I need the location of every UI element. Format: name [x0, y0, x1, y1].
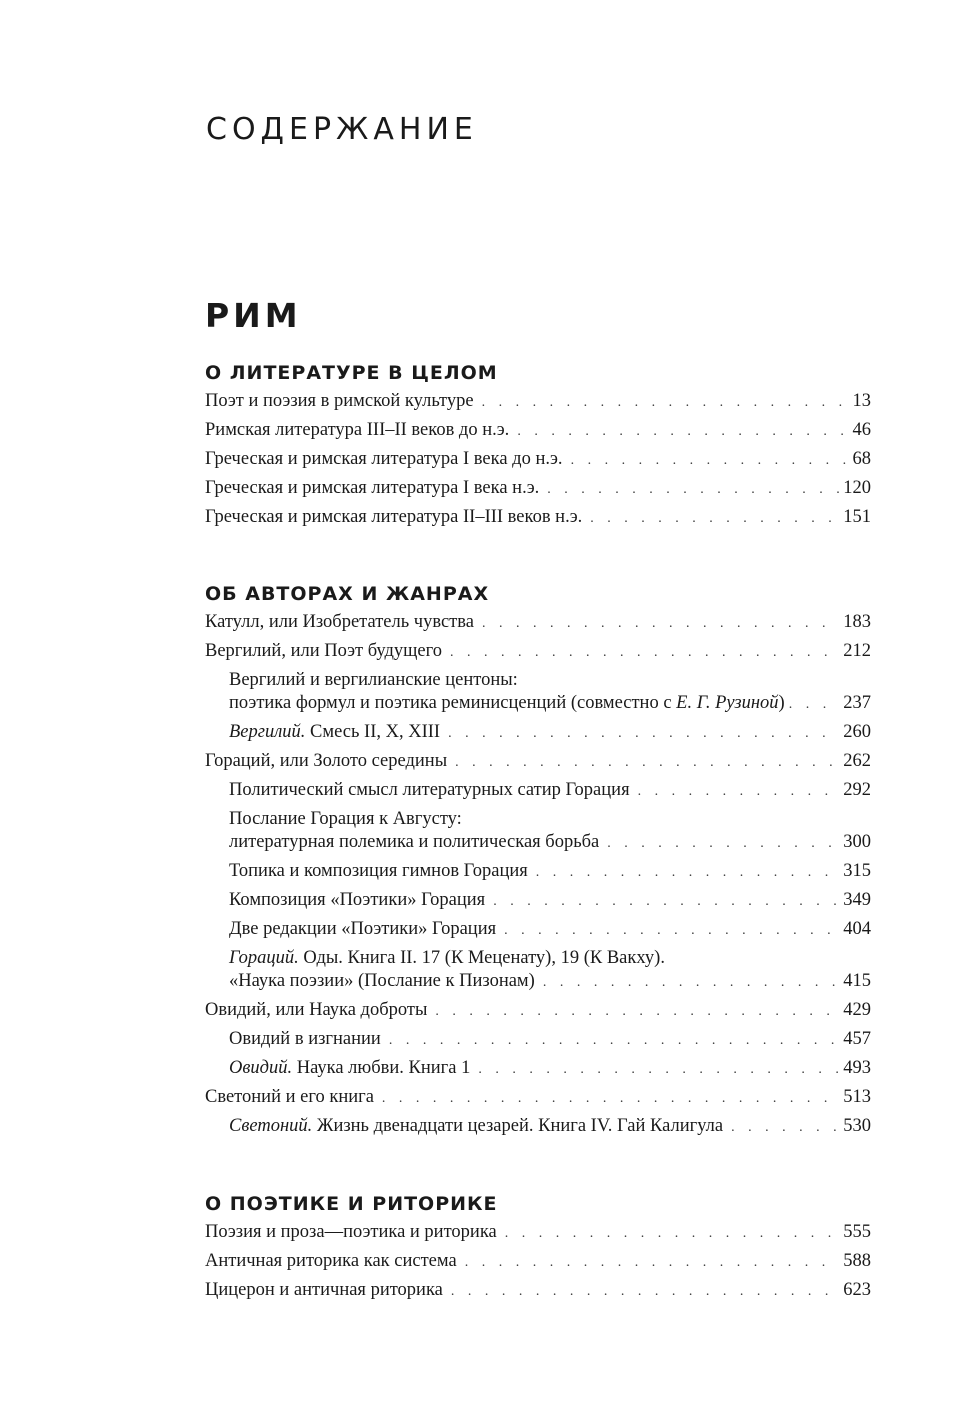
dot-leader [517, 420, 848, 443]
section-heading: О ЛИТЕРАТУРЕ В ЦЕЛОМ [205, 362, 498, 384]
entry-title: Две редакции «Поэтики» Горация [229, 919, 497, 939]
page-number: 588 [843, 1251, 871, 1271]
page-number: 315 [843, 861, 871, 881]
page-number: 262 [843, 751, 871, 771]
toc-entry[interactable] [205, 390, 871, 419]
entry-title: Цицерон и античная риторика [205, 1280, 443, 1300]
page-number: 120 [843, 478, 871, 498]
entry-title: Греческая и римская литература I века н.э. [205, 478, 540, 498]
toc-section-poetics [205, 1191, 871, 1308]
entry-title: Овидий, или Наука доброты [205, 1000, 428, 1020]
entry-title-line2: «Наука поэзии» (Послание к Пизонам) [229, 971, 535, 991]
dot-leader [543, 971, 839, 994]
dot-leader [731, 1116, 839, 1139]
toc-entry[interactable] [205, 1221, 871, 1250]
toc-section-authors [205, 581, 871, 1144]
entry-title: Вергилий. Смесь II, X, XIII [229, 722, 441, 742]
page-number: 292 [843, 780, 871, 800]
entry-title-line2: поэтика формул и поэтика реминисценций (совместно с Е. Г. Рузиной) [229, 693, 785, 713]
toc-entry[interactable] [205, 750, 871, 779]
toc-entry[interactable] [205, 947, 871, 999]
toc-entry[interactable] [205, 1250, 871, 1279]
page-number: 530 [843, 1116, 871, 1136]
entry-title: Катулл, или Изобретатель чувства [205, 612, 474, 632]
entry-title-line1: Вергилий и вергилианские центоны: [229, 670, 518, 690]
entry-title-line1: Гораций. Оды. Книга II. 17 (К Меценату), 19 (К Вакху). [229, 948, 665, 968]
dot-leader [505, 1222, 840, 1245]
part-title: РИМ [205, 296, 302, 335]
dot-leader [504, 919, 839, 942]
page-number: 183 [843, 612, 871, 632]
toc-entry[interactable] [205, 1115, 871, 1144]
toc-entry[interactable] [205, 1279, 871, 1308]
dot-leader [450, 641, 839, 664]
dot-leader [478, 1058, 839, 1081]
dot-leader [382, 1087, 839, 1110]
entry-title: Греческая и римская литература I века до н.э. [205, 449, 563, 469]
page-number: 212 [843, 641, 871, 661]
toc-entry[interactable] [205, 1057, 871, 1086]
page-number: 415 [843, 971, 871, 991]
entry-title: Поэт и поэзия в римской культуре [205, 391, 474, 411]
entry-title: Гораций, или Золото середины [205, 751, 448, 771]
toc-entry[interactable] [205, 889, 871, 918]
page-number: 260 [843, 722, 871, 742]
toc-entry[interactable] [205, 611, 871, 640]
entry-title: Овидий в изгнании [229, 1029, 381, 1049]
entry-title: Композиция «Поэтики» Горация [229, 890, 486, 910]
entry-title: Античная риторика как система [205, 1251, 457, 1271]
dot-leader [451, 1280, 839, 1303]
entry-title: Светоний. Жизнь двенадцати цезарей. Книга IV. Гай Калигула [229, 1116, 724, 1136]
toc-section-literature [205, 360, 871, 535]
page-number: 555 [843, 1222, 871, 1242]
entry-title-line1: Послание Горация к Августу: [229, 809, 462, 829]
dot-leader [455, 751, 839, 774]
dot-leader [638, 780, 840, 803]
toc-entry[interactable] [205, 506, 871, 535]
page-number: 46 [852, 420, 871, 440]
page-number: 493 [843, 1058, 871, 1078]
section-heading: ОБ АВТОРАХ И ЖАНРАХ [205, 583, 490, 605]
page-number: 151 [843, 507, 871, 527]
dot-leader [536, 861, 839, 884]
entry-title: Вергилий, или Поэт будущего [205, 641, 443, 661]
page-number: 349 [843, 890, 871, 910]
dot-leader [448, 722, 839, 745]
page-number: 404 [843, 919, 871, 939]
section-heading: О ПОЭТИКЕ И РИТОРИКЕ [205, 1193, 498, 1215]
toc-entry[interactable] [205, 918, 871, 947]
page-number: 300 [843, 832, 871, 852]
page-number: 13 [852, 391, 871, 411]
dot-leader [482, 391, 849, 414]
page-number: 513 [843, 1087, 871, 1107]
entry-title: Политический смысл литературных сатир Горация [229, 780, 630, 800]
dot-leader [590, 507, 839, 530]
toc-entry[interactable] [205, 721, 871, 750]
entry-title: Греческая и римская литература II–III веков н.э. [205, 507, 583, 527]
page-number: 623 [843, 1280, 871, 1300]
entry-title: Топика и композиция гимнов Горация [229, 861, 528, 881]
dot-leader [435, 1000, 839, 1023]
page-number: 237 [843, 693, 871, 713]
dot-leader [547, 478, 839, 501]
entry-title: Овидий. Наука любви. Книга 1 [229, 1058, 471, 1078]
entry-title: Поэзия и проза—поэтика и риторика [205, 1222, 497, 1242]
toc-entry[interactable] [205, 1086, 871, 1115]
page-title: СОДЕРЖАНИЕ [206, 112, 478, 147]
toc-entry[interactable] [205, 860, 871, 889]
page-number: 457 [843, 1029, 871, 1049]
dot-leader [493, 890, 839, 913]
toc-entry[interactable] [205, 448, 871, 477]
toc-entry[interactable] [205, 808, 871, 860]
page-number: 68 [852, 449, 871, 469]
toc-entry[interactable] [205, 779, 871, 808]
dot-leader [571, 449, 849, 472]
toc-entry[interactable] [205, 999, 871, 1028]
toc-entry[interactable] [205, 640, 871, 669]
toc-entry[interactable] [205, 419, 871, 448]
dot-leader [789, 693, 840, 716]
toc-entry[interactable] [205, 477, 871, 506]
toc-entry[interactable] [205, 1028, 871, 1057]
dot-leader [482, 612, 839, 635]
dot-leader [389, 1029, 839, 1052]
entry-title: Римская литература III–II веков до н.э. [205, 420, 510, 440]
dot-leader [465, 1251, 840, 1274]
entry-title-line2: литературная полемика и политическая борьба [229, 832, 600, 852]
dot-leader [607, 832, 839, 855]
toc-entry[interactable] [205, 669, 871, 721]
page-number: 429 [843, 1000, 871, 1020]
entry-title: Светоний и его книга [205, 1087, 374, 1107]
